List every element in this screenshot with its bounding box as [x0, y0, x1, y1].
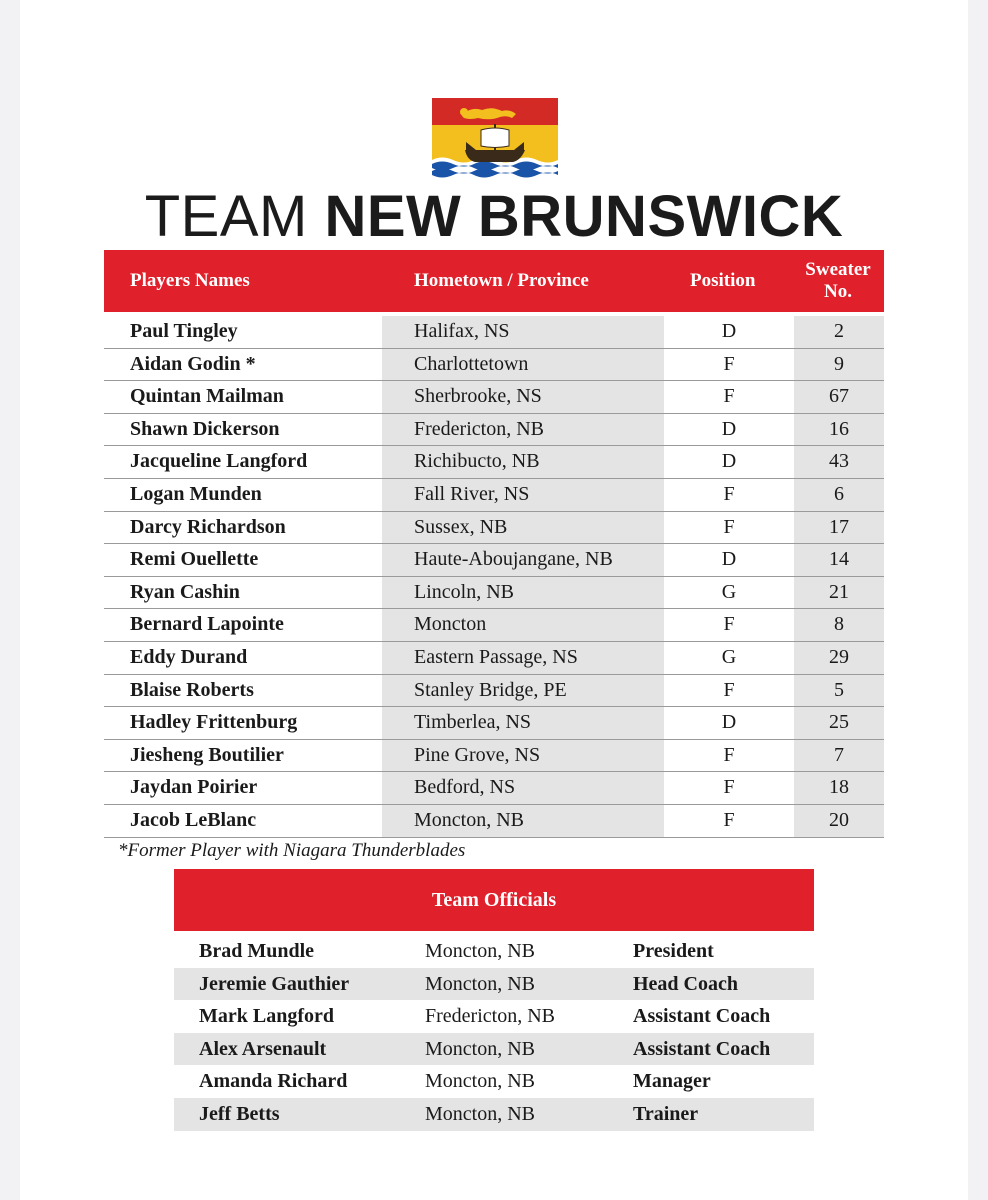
- player-position: G: [721, 580, 737, 603]
- header-hometown: Hometown / Province: [414, 270, 589, 291]
- player-name: Hadley Frittenburg: [130, 711, 298, 734]
- table-row: [104, 577, 884, 610]
- player-position: F: [723, 385, 735, 408]
- official-name: Jeff Betts: [199, 1102, 280, 1125]
- official-hometown: Moncton, NB: [425, 940, 535, 962]
- player-sweater-number: 21: [794, 577, 884, 609]
- official-role: Head Coach: [633, 972, 738, 995]
- table-row: [104, 609, 884, 642]
- player-position: D: [721, 711, 737, 734]
- table-row: [104, 675, 884, 708]
- new-brunswick-flag-icon: [432, 98, 558, 178]
- table-row: [104, 544, 884, 577]
- title-team: TEAM: [144, 184, 308, 249]
- player-sweater-number: 17: [794, 512, 884, 544]
- table-row: [104, 805, 884, 838]
- player-sweater-number: 2: [794, 316, 884, 348]
- page-title: [0, 182, 988, 252]
- player-sweater-number: 5: [794, 675, 884, 707]
- player-sweater-number: 6: [794, 479, 884, 511]
- header-sweater-no: [798, 250, 878, 312]
- player-sweater-number: 18: [794, 772, 884, 804]
- table-row: [104, 642, 884, 675]
- table-row: [104, 349, 884, 382]
- official-role: Assistant Coach: [633, 1005, 771, 1028]
- player-sweater-number: 16: [794, 414, 884, 446]
- header-players-names: Players Names: [130, 270, 250, 291]
- player-position: F: [723, 352, 735, 375]
- player-position: F: [723, 482, 735, 505]
- official-name: Brad Mundle: [199, 940, 315, 962]
- player-sweater-number: 25: [794, 707, 884, 739]
- player-sweater-number: 29: [794, 642, 884, 674]
- official-hometown: Moncton, NB: [425, 1070, 535, 1093]
- player-name: Bernard Lapointe: [130, 613, 284, 636]
- player-hometown: Fredericton, NB: [382, 414, 664, 446]
- player-name: Jaydan Poirier: [130, 776, 258, 799]
- player-hometown: Halifax, NS: [382, 316, 664, 348]
- table-row: [104, 381, 884, 414]
- player-position: F: [723, 743, 735, 766]
- table-row: [104, 479, 884, 512]
- player-name: Paul Tingley: [130, 320, 238, 342]
- player-sweater-number: 9: [794, 349, 884, 381]
- player-hometown: Lincoln, NB: [382, 577, 664, 609]
- player-hometown: Stanley Bridge, PE: [382, 675, 664, 707]
- player-name: Eddy Durand: [130, 645, 248, 668]
- player-sweater-number: 7: [794, 740, 884, 772]
- player-name: Logan Munden: [130, 482, 262, 505]
- title-province: NEW BRUNSWICK: [324, 184, 844, 249]
- player-sweater-number: 67: [794, 381, 884, 413]
- player-name: Darcy Richardson: [130, 515, 286, 538]
- official-role: Manager: [633, 1070, 711, 1093]
- player-position: D: [721, 320, 737, 342]
- table-row: [104, 446, 884, 479]
- player-name: Quintan Mailman: [130, 385, 284, 408]
- player-hometown: Eastern Passage, NS: [382, 642, 664, 674]
- player-hometown: Pine Grove, NS: [382, 740, 664, 772]
- player-position: F: [723, 776, 735, 799]
- player-name: Jacqueline Langford: [130, 450, 308, 473]
- roster-header-row: [104, 250, 884, 312]
- official-hometown: Moncton, NB: [425, 1102, 535, 1125]
- officials-body: [174, 935, 814, 1131]
- player-hometown: Moncton: [382, 609, 664, 641]
- player-hometown: Timberlea, NS: [382, 707, 664, 739]
- player-name: Jacob LeBlanc: [130, 808, 257, 831]
- player-position: F: [723, 613, 735, 636]
- official-role: Trainer: [633, 1102, 699, 1125]
- player-hometown: Fall River, NS: [382, 479, 664, 511]
- player-position: G: [721, 645, 737, 668]
- official-role: Assistant Coach: [633, 1037, 771, 1060]
- header-position: Position: [690, 270, 756, 291]
- official-hometown: Moncton, NB: [425, 1037, 535, 1060]
- player-sweater-number: 14: [794, 544, 884, 576]
- table-row: [104, 707, 884, 740]
- player-hometown: Richibucto, NB: [382, 446, 664, 478]
- list-item: [174, 1098, 814, 1131]
- table-row: [104, 414, 884, 447]
- table-row: [104, 740, 884, 773]
- header-sweater-line2: No.: [824, 281, 852, 302]
- player-name: Remi Ouellette: [130, 548, 259, 571]
- player-hometown: Charlottetown: [382, 349, 664, 381]
- player-sweater-number: 43: [794, 446, 884, 478]
- official-hometown: Moncton, NB: [425, 972, 535, 995]
- official-name: Mark Langford: [199, 1005, 334, 1028]
- official-hometown: Fredericton, NB: [425, 1005, 555, 1028]
- player-sweater-number: 20: [794, 805, 884, 837]
- header-sweater-line1: Sweater: [805, 259, 871, 280]
- table-row: [104, 512, 884, 545]
- player-hometown: Sherbrooke, NS: [382, 381, 664, 413]
- player-hometown: Bedford, NS: [382, 772, 664, 804]
- player-name: Shawn Dickerson: [130, 417, 280, 440]
- official-role: President: [633, 940, 714, 962]
- list-item: [174, 968, 814, 1001]
- footnote: *Former Player with Niagara Thunderblades: [118, 840, 466, 861]
- player-position: F: [723, 678, 735, 701]
- player-sweater-number: 8: [794, 609, 884, 641]
- official-name: Amanda Richard: [199, 1070, 348, 1093]
- officials-header: Team Officials: [174, 869, 814, 931]
- player-position: D: [721, 450, 737, 473]
- table-row: [104, 772, 884, 805]
- player-position: F: [723, 515, 735, 538]
- player-position: D: [721, 417, 737, 440]
- officials-table: [174, 869, 814, 1131]
- roster-body: [104, 316, 884, 838]
- player-hometown: Moncton, NB: [382, 805, 664, 837]
- official-name: Alex Arsenault: [199, 1037, 327, 1060]
- list-item: [174, 1065, 814, 1098]
- list-item: [174, 1033, 814, 1066]
- player-position: F: [723, 808, 735, 831]
- player-name: Blaise Roberts: [130, 678, 254, 701]
- list-item: [174, 935, 814, 968]
- player-name: Jiesheng Boutilier: [130, 743, 284, 766]
- player-name: Aidan Godin *: [130, 352, 256, 375]
- table-row: [104, 316, 884, 349]
- player-position: D: [721, 548, 737, 571]
- official-name: Jeremie Gauthier: [199, 972, 350, 995]
- player-hometown: Haute-Aboujangane, NB: [382, 544, 664, 576]
- roster-table: [104, 250, 884, 838]
- list-item: [174, 1000, 814, 1033]
- player-hometown: Sussex, NB: [382, 512, 664, 544]
- player-name: Ryan Cashin: [130, 580, 240, 603]
